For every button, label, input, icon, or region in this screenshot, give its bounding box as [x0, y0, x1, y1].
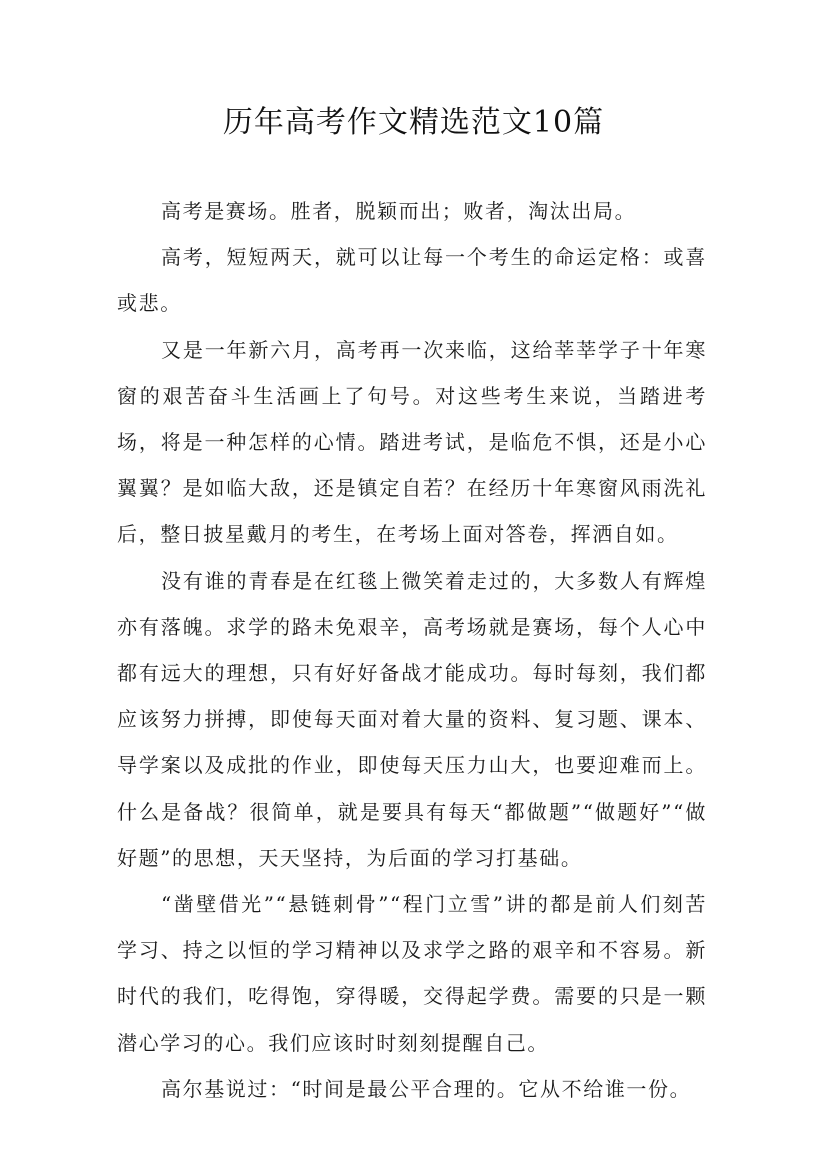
paragraph: 高尔基说过：“时间是最公平合理的。它从不给谁一份。: [161, 1076, 692, 1101]
paragraph: 没有谁的青春是在红毯上微笑着走过的，大多数人有辉煌亦有落魄。求学的路未免艰辛，高考场就是赛场，每个人心中都有远大的理想，只有好好备战才能成功。每时每刻，我们都应该努力拼搏，即使每天面对着大量的资料、复习题、课本、导学案以及成批的作业，即使每天压力山大，也要迎难而上。什么是备战？很简单，就是要具有每天“都做题”“做题好”“做好题”的思想，天天坚持，为后面的学习打基础。: [117, 568, 707, 870]
paragraph: 高考是赛场。胜者，脱颖而出；败者，淘汰出局。: [161, 199, 637, 223]
document-body: [117, 188, 707, 1112]
paragraph: 又是一年新六月，高考再一次来临，这给莘莘学子十年寒窗的艰苦奋斗生活画上了句号。对这些考生来说，当踏进考场，将是一种怎样的心情。踏进考试，是临危不惧，还是小心翼翼？是如临大敌，还是镇定自若？在经历十年寒窗风雨洗礼后，整日披星戴月的考生，在考场上面对答卷，挥洒自如。: [117, 337, 707, 547]
document-title: 历年高考作文精选范文10篇: [222, 105, 605, 140]
paragraph: 高考，短短两天，就可以让每一个考生的命运定格：或喜或悲。: [117, 245, 707, 316]
paragraph: “凿壁借光”“悬链刺骨”“程门立雪”讲的都是前人们刻苦学习、持之以恒的学习精神以及求学之路的艰辛和不容易。新时代的我们，吃得饱，穿得暖，交得起学费。需要的只是一颗潜心学习的心。我们应该时时刻刻提醒自己。: [117, 892, 707, 1055]
